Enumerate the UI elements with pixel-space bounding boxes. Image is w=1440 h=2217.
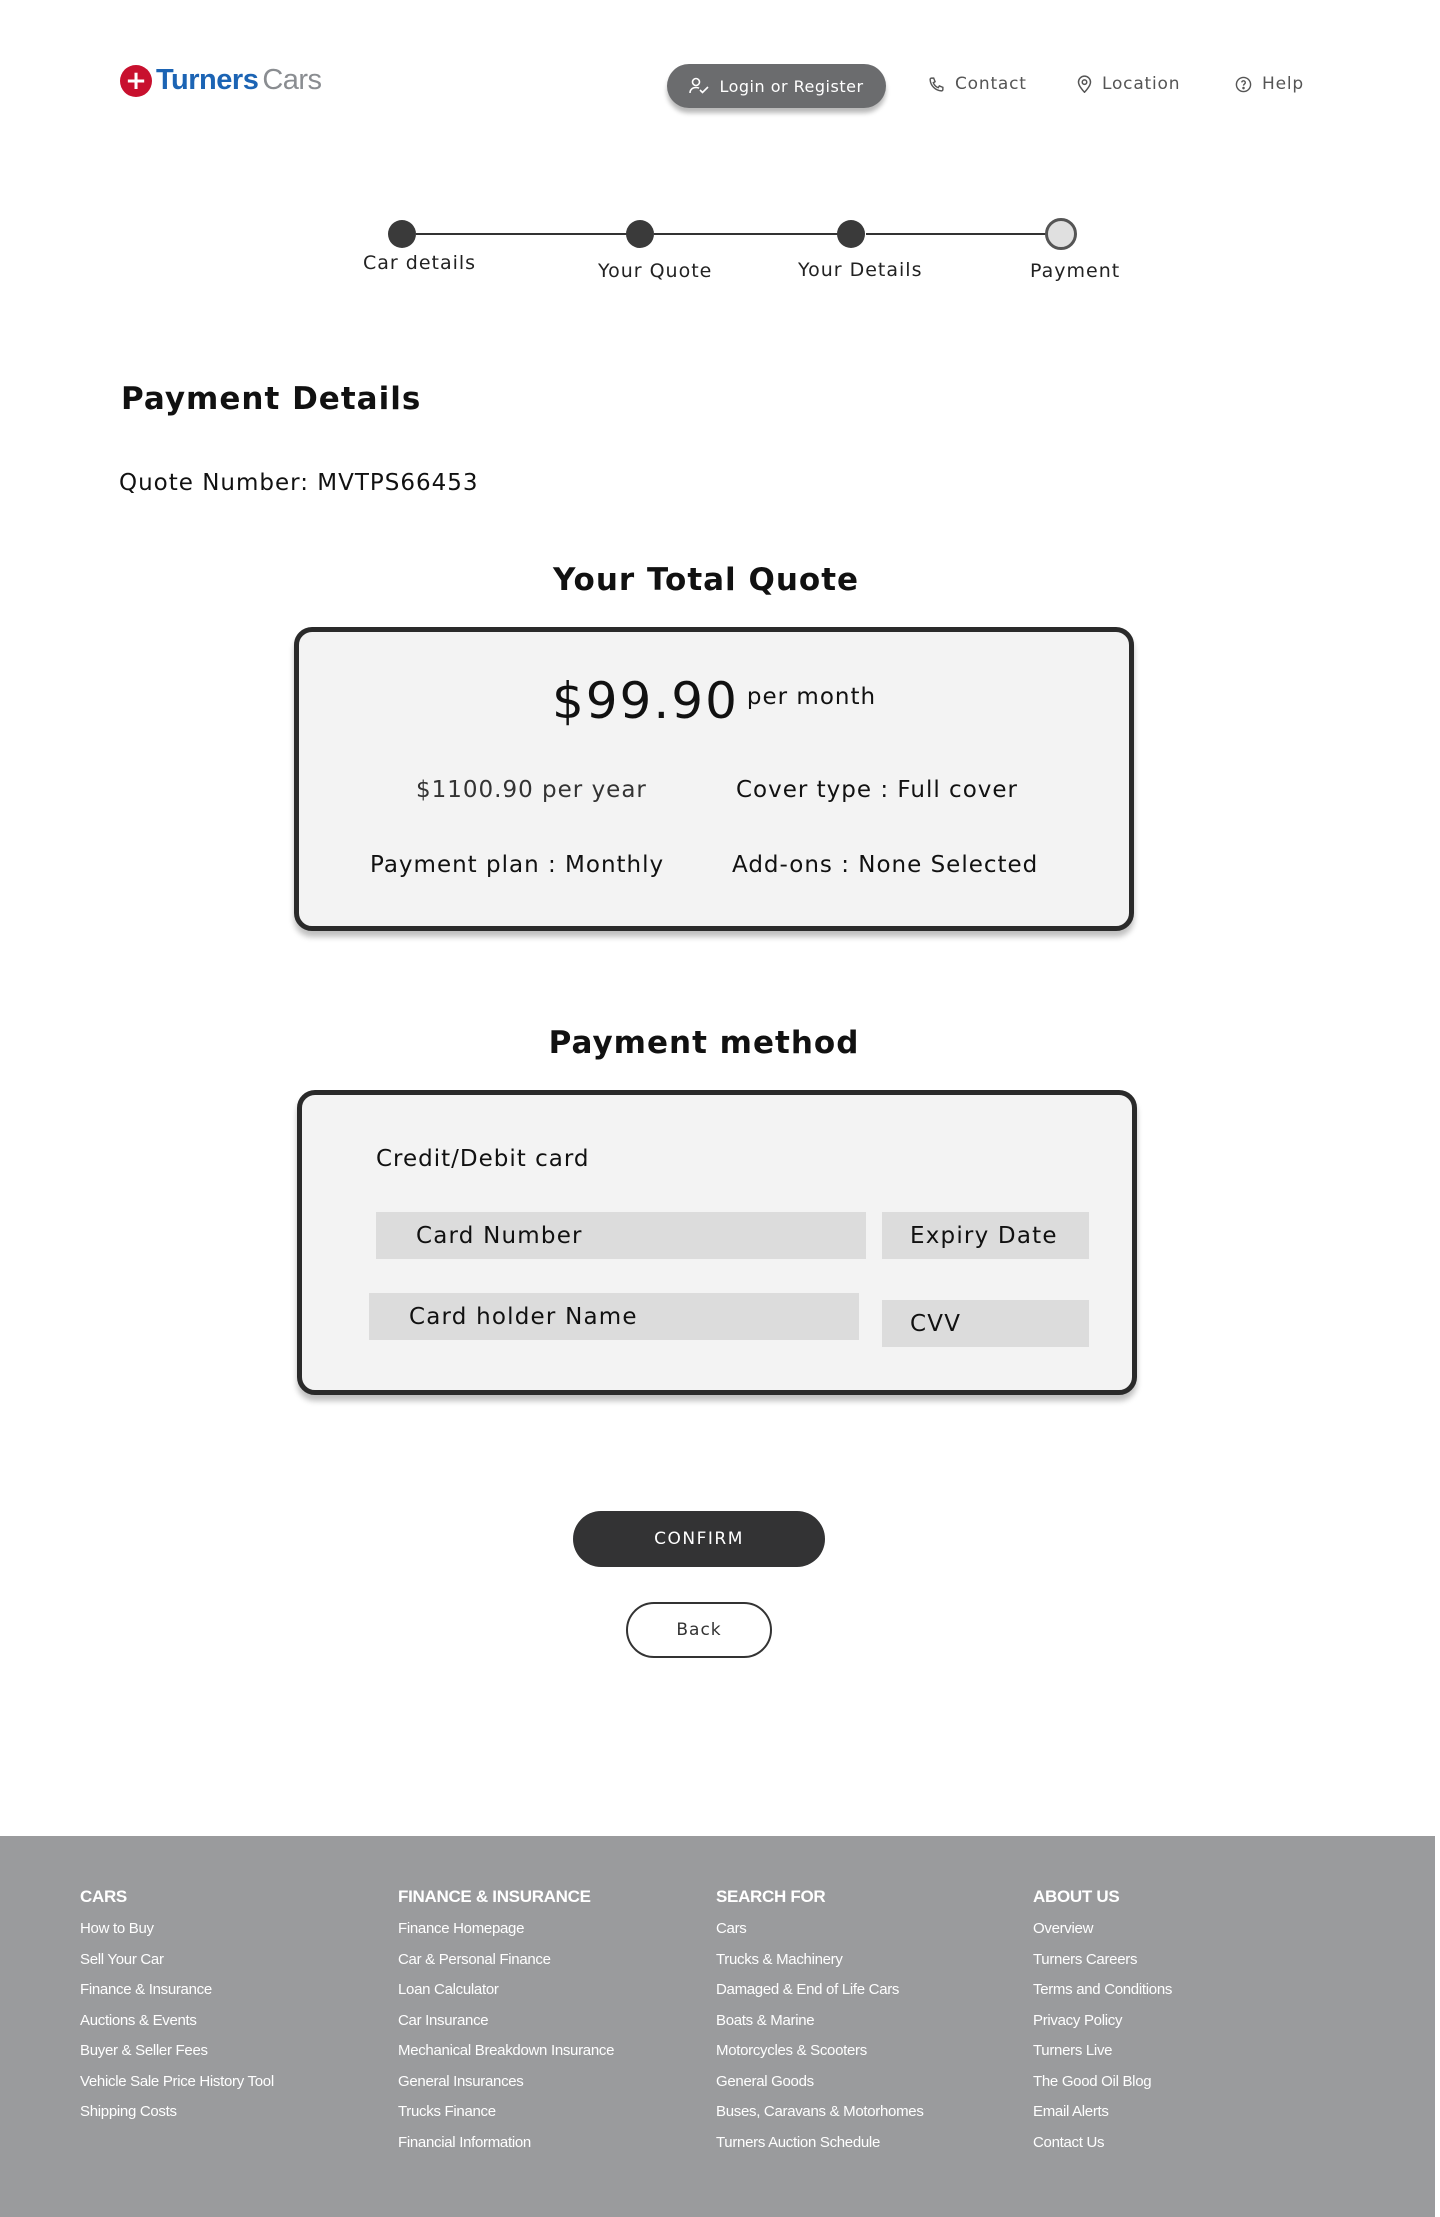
yearly-price: $1100.90 per year bbox=[416, 777, 647, 803]
step-dot-your-quote[interactable] bbox=[626, 220, 654, 248]
payment-method-title: Payment method bbox=[548, 1025, 860, 1061]
footer-link[interactable]: Contact Us bbox=[1033, 2133, 1105, 2151]
confirm-button[interactable]: CONFIRM bbox=[573, 1511, 825, 1567]
footer-link[interactable]: General Insurances bbox=[398, 2072, 524, 2090]
payment-method-label: Credit/Debit card bbox=[376, 1146, 590, 1172]
footer-link[interactable]: Trucks Finance bbox=[398, 2103, 496, 2120]
footer-link[interactable]: Shipping Costs bbox=[80, 2103, 177, 2120]
footer-link[interactable]: Damaged & End of Life Cars bbox=[716, 1981, 900, 1998]
footer-link[interactable]: Email Alerts bbox=[1033, 2103, 1109, 2120]
footer-link[interactable]: Auctions & Events bbox=[80, 2011, 197, 2029]
footer-link[interactable]: Overview bbox=[1033, 1920, 1094, 1937]
footer-link[interactable]: Terms and Conditions bbox=[1033, 1981, 1173, 1998]
nav-help[interactable] bbox=[1235, 74, 1304, 94]
card-holder-name-field[interactable]: Card holder Name bbox=[369, 1293, 859, 1340]
footer-link[interactable]: Cars bbox=[716, 1920, 747, 1937]
footer-link[interactable]: Trucks & Machinery bbox=[716, 1950, 843, 1968]
footer-link[interactable]: Loan Calculator bbox=[398, 1981, 499, 1998]
quote-number: Quote Number: MVTPS66453 bbox=[119, 470, 479, 496]
footer-link[interactable]: Motorcycles & Scooters bbox=[716, 2042, 867, 2059]
footer-link[interactable]: General Goods bbox=[716, 2072, 814, 2090]
nav-location-label: Location bbox=[1102, 74, 1181, 94]
footer-edge-strip bbox=[1435, 1836, 1440, 2217]
footer-link[interactable]: Financial Information bbox=[398, 2133, 531, 2151]
step-dot-car-details[interactable] bbox=[388, 220, 416, 248]
footer-link[interactable]: Buses, Caravans & Motorhomes bbox=[716, 2103, 924, 2120]
user-check-icon bbox=[689, 77, 709, 95]
location-pin-icon bbox=[1077, 75, 1092, 93]
footer-heading: CARS bbox=[80, 1887, 127, 1906]
footer-column-cars bbox=[80, 1887, 274, 2133]
footer-link[interactable]: Privacy Policy bbox=[1033, 2011, 1123, 2029]
addons: Add-ons : None Selected bbox=[732, 852, 1039, 878]
step-label-your-details: Your Details bbox=[798, 259, 923, 281]
help-circle-icon bbox=[1235, 76, 1252, 93]
nav-contact[interactable] bbox=[928, 74, 1027, 94]
payment-plan: Payment plan : Monthly bbox=[370, 852, 665, 878]
footer-link[interactable]: Finance Homepage bbox=[398, 1920, 525, 1937]
footer-link[interactable]: Car Insurance bbox=[398, 2011, 489, 2029]
footer-column-finance-insurance bbox=[398, 1887, 614, 2163]
nav-contact-label: Contact bbox=[955, 74, 1027, 94]
footer-link[interactable]: The Good Oil Blog bbox=[1033, 2072, 1152, 2090]
step-label-your-quote: Your Quote bbox=[598, 260, 713, 282]
footer-link[interactable]: Boats & Marine bbox=[716, 2011, 815, 2029]
footer-link[interactable]: How to Buy bbox=[80, 1920, 154, 1937]
step-label-car-details: Car details bbox=[363, 252, 477, 274]
cvv-field[interactable]: CVV bbox=[882, 1300, 1089, 1347]
site-footer bbox=[0, 1836, 1435, 2217]
step-label-payment: Payment bbox=[1030, 260, 1121, 282]
footer-link[interactable]: Turners Careers bbox=[1033, 1950, 1138, 1968]
card-number-field[interactable]: Card Number bbox=[376, 1212, 866, 1259]
footer-column-about-us bbox=[1033, 1887, 1172, 2163]
nav-help-label: Help bbox=[1262, 74, 1304, 94]
footer-heading: FINANCE & INSURANCE bbox=[398, 1887, 591, 1906]
page-title: Payment Details bbox=[121, 381, 422, 417]
nav-location[interactable] bbox=[1077, 74, 1180, 94]
back-button[interactable]: Back bbox=[626, 1602, 772, 1658]
login-register-button[interactable] bbox=[667, 64, 886, 108]
phone-icon bbox=[928, 76, 945, 93]
step-connector bbox=[654, 233, 850, 235]
step-dot-your-details[interactable] bbox=[837, 220, 865, 248]
footer-link[interactable]: Buyer & Seller Fees bbox=[80, 2042, 208, 2059]
footer-link[interactable]: Vehicle Sale Price History Tool bbox=[80, 2072, 274, 2090]
footer-link[interactable]: Mechanical Breakdown Insurance bbox=[398, 2042, 615, 2059]
price-unit: per month bbox=[746, 684, 877, 710]
footer-link[interactable]: Turners Auction Schedule bbox=[716, 2133, 881, 2151]
expiry-date-field[interactable]: Expiry Date bbox=[882, 1212, 1089, 1259]
footer-column-search-for bbox=[716, 1887, 924, 2163]
step-connector bbox=[416, 233, 642, 235]
step-dot-payment bbox=[1045, 218, 1077, 250]
footer-heading: ABOUT US bbox=[1033, 1887, 1120, 1906]
total-quote-title: Your Total Quote bbox=[552, 562, 860, 598]
step-connector bbox=[866, 233, 1048, 235]
logo-text-turners: Turners bbox=[156, 64, 259, 96]
payment-method-card bbox=[297, 1090, 1137, 1395]
footer-link[interactable]: Sell Your Car bbox=[80, 1950, 164, 1968]
monthly-price bbox=[299, 672, 1129, 730]
turners-logo-icon: + bbox=[120, 65, 152, 97]
quote-summary-card bbox=[294, 627, 1134, 931]
cover-type: Cover type : Full cover bbox=[736, 777, 1018, 803]
logo-text-cars: Cars bbox=[262, 64, 322, 96]
footer-link[interactable]: Car & Personal Finance bbox=[398, 1950, 551, 1968]
footer-link[interactable]: Finance & Insurance bbox=[80, 1981, 212, 1998]
turners-cars-logo[interactable] bbox=[120, 64, 322, 97]
footer-link[interactable]: Turners Live bbox=[1033, 2042, 1113, 2059]
footer-heading: SEARCH FOR bbox=[716, 1887, 826, 1906]
login-register-label: Login or Register bbox=[719, 76, 864, 96]
price-amount: $99.90 bbox=[551, 672, 739, 730]
